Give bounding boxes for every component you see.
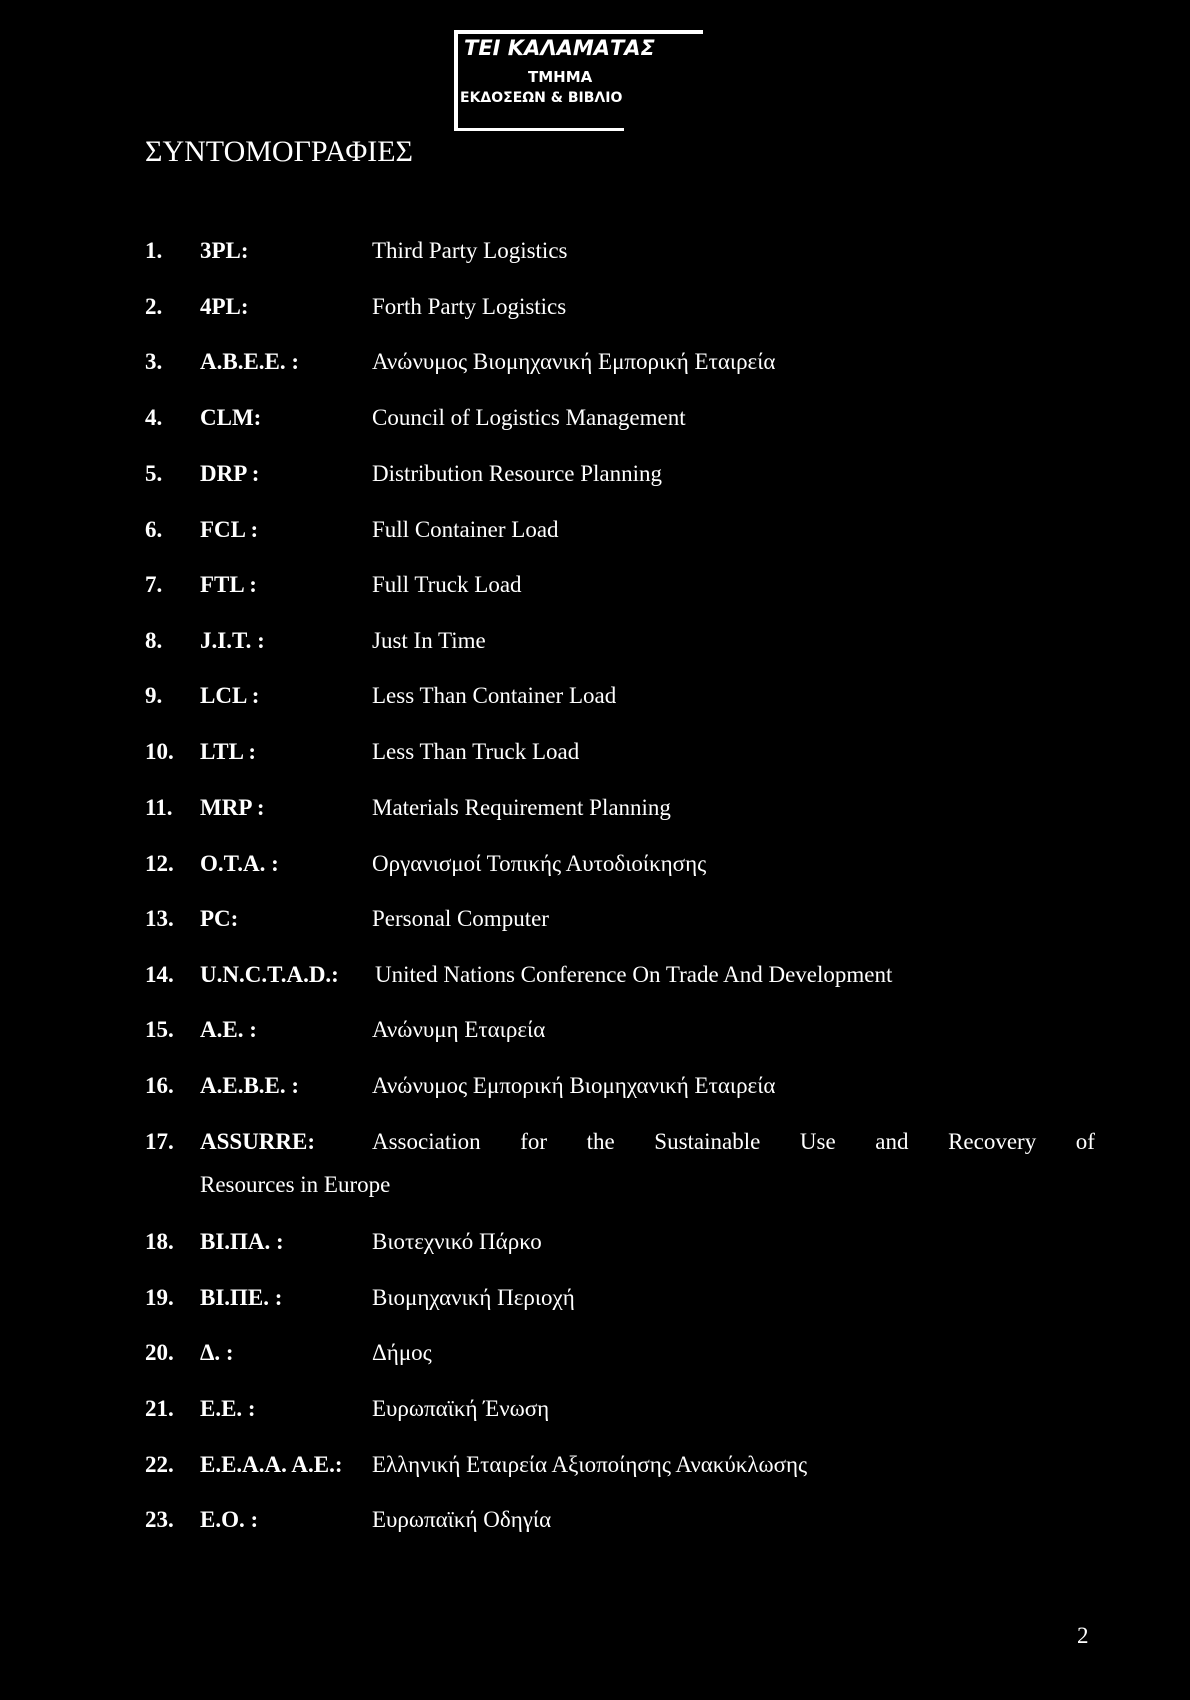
description-word: Sustainable <box>654 1129 761 1154</box>
item-number: 4. <box>145 405 163 430</box>
description-word: and <box>875 1129 909 1154</box>
item-description: Third Party Logistics <box>372 238 568 263</box>
page-title: ΣΥΝΤΟΜΟΓΡΑΦΙΕΣ <box>145 135 414 168</box>
description-word: Use <box>799 1129 836 1154</box>
item-description: Ανώνυμη Εταιρεία <box>372 1017 546 1042</box>
item-abbreviation: ASSURRE: <box>200 1129 316 1154</box>
item-description: Ανώνυμος Εμπορική Βιομηχανική Εταιρεία <box>372 1073 776 1098</box>
item-abbreviation: A.B.E.E. : <box>200 349 300 374</box>
item-abbreviation: E.O. : <box>200 1507 259 1532</box>
item-abbreviation: LCL : <box>200 683 260 708</box>
item-description: Βιομηχανική Περιοχή <box>372 1285 575 1310</box>
item-abbreviation: FTL : <box>200 572 257 597</box>
item-description: Council of Logistics Management <box>372 405 686 430</box>
item-number: 20. <box>145 1340 174 1365</box>
item-description <box>372 1126 1095 1158</box>
page-number: 2 <box>1077 1623 1089 1648</box>
item-description: Just In Time <box>372 628 486 653</box>
item-abbreviation: A.E.B.E. : <box>200 1073 300 1098</box>
item-number: 10. <box>145 739 174 764</box>
item-description: Ευρωπαϊκή Οδηγία <box>372 1507 552 1532</box>
item-abbreviation: CLM: <box>200 405 262 430</box>
item-description-continuation: Resources in Europe <box>200 1172 391 1197</box>
item-number: 1. <box>145 238 163 263</box>
item-number: 16. <box>145 1073 174 1098</box>
item-number: 23. <box>145 1507 174 1532</box>
item-description: Δήμος <box>372 1340 432 1365</box>
item-abbreviation: FCL : <box>200 517 259 542</box>
item-description: Full Truck Load <box>372 572 522 597</box>
item-abbreviation: J.I.T. : <box>200 628 265 653</box>
item-description: Personal Computer <box>372 906 549 931</box>
list-item <box>0 1126 1190 1158</box>
stamp-institution: ΤΕΙ ΚΑΛΑΜΑΤΑΣ <box>464 36 655 60</box>
item-number: 21. <box>145 1396 174 1421</box>
item-abbreviation: U.N.C.T.A.D.: <box>200 962 339 987</box>
item-description: Ευρωπαϊκή Ένωση <box>372 1396 550 1421</box>
item-description: Ελληνική Εταιρεία Αξιοποίησης Ανακύκλωσης <box>372 1452 808 1477</box>
item-number: 8. <box>145 628 163 653</box>
description-word: of <box>1075 1129 1095 1154</box>
item-number: 11. <box>145 795 173 820</box>
item-abbreviation: E.E. : <box>200 1396 256 1421</box>
item-number: 12. <box>145 851 174 876</box>
item-abbreviation: A.E. : <box>200 1017 257 1042</box>
description-word: the <box>586 1129 615 1154</box>
item-number: 3. <box>145 349 163 374</box>
item-description: United Nations Conference On Trade And Development <box>375 962 893 987</box>
item-abbreviation: LTL : <box>200 739 257 764</box>
item-number: 9. <box>145 683 163 708</box>
item-description: Forth Party Logistics <box>372 294 567 319</box>
description-word: Recovery <box>948 1129 1037 1154</box>
item-description: Less Than Truck Load <box>372 739 580 764</box>
item-number: 2. <box>145 294 163 319</box>
item-abbreviation: 4PL: <box>200 294 249 319</box>
item-number: 22. <box>145 1452 174 1477</box>
item-description: Full Container Load <box>372 517 559 542</box>
item-abbreviation: O.T.A. : <box>200 851 279 876</box>
item-description: Βιοτεχνικό Πάρκο <box>372 1229 542 1254</box>
item-abbreviation: PC: <box>200 906 239 931</box>
item-number: 5. <box>145 461 163 486</box>
description-word: for <box>520 1129 548 1154</box>
stamp-department: ΤΜΗΜΑ <box>528 68 593 86</box>
item-number: 19. <box>145 1285 174 1310</box>
item-abbreviation: 3PL: <box>200 238 249 263</box>
item-abbreviation: Δ. : <box>200 1340 234 1365</box>
item-description: Οργανισμοί Τοπικής Αυτοδιοίκησης <box>372 851 707 876</box>
item-number: 15. <box>145 1017 174 1042</box>
description-word: Association <box>372 1129 481 1154</box>
item-abbreviation: ΒΙ.ΠΕ. : <box>200 1285 283 1310</box>
item-number: 7. <box>145 572 163 597</box>
item-number: 6. <box>145 517 163 542</box>
stamp-section: ΕΚΔΟΣΕΩΝ & ΒΙΒΛΙΟ <box>460 90 623 106</box>
item-number: 14. <box>145 962 174 987</box>
item-description: Less Than Container Load <box>372 683 617 708</box>
item-abbreviation: E.E.A.A. A.E.: <box>200 1452 343 1477</box>
item-description: Materials Requirement Planning <box>372 795 671 820</box>
item-number: 13. <box>145 906 174 931</box>
item-description: Distribution Resource Planning <box>372 461 663 486</box>
item-description: Ανώνυμος Βιομηχανική Εμπορική Εταιρεία <box>372 349 776 374</box>
item-number: 18. <box>145 1229 174 1254</box>
item-abbreviation: ΒΙ.ΠΑ. : <box>200 1229 284 1254</box>
item-abbreviation: DRP : <box>200 461 260 486</box>
item-abbreviation: MRP : <box>200 795 265 820</box>
item-number: 17. <box>145 1129 174 1154</box>
